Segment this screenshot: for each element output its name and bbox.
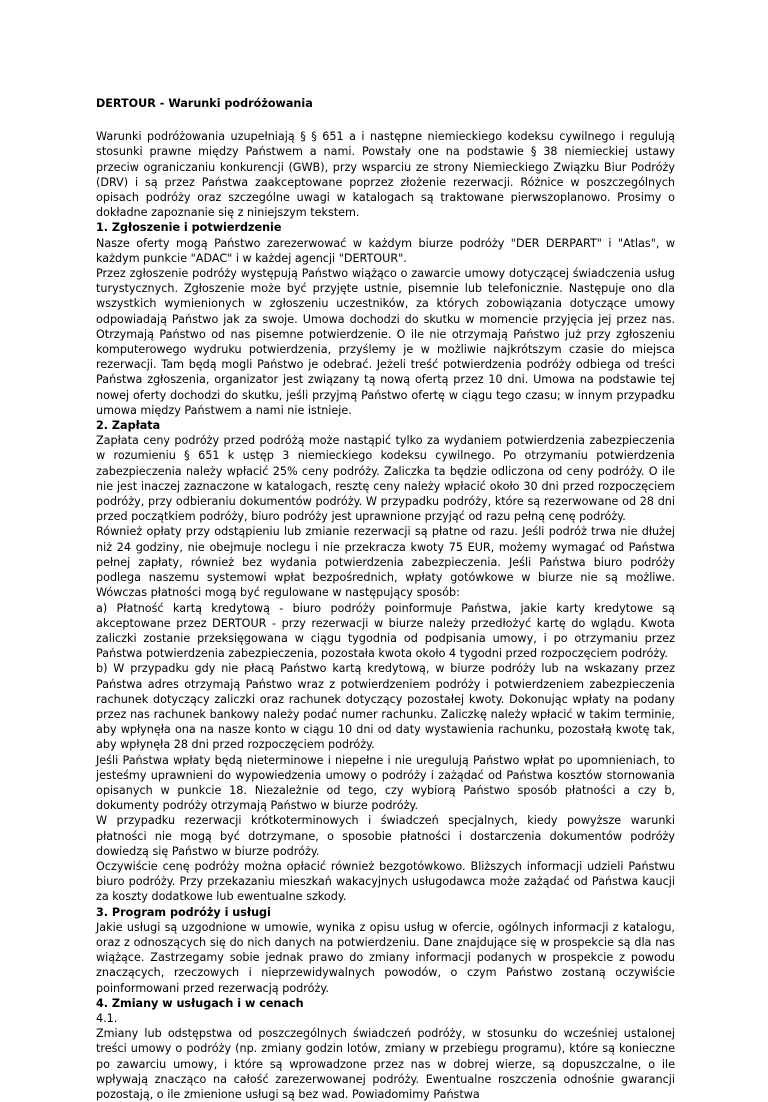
paragraph: Również opłaty przy odstąpieniu lub zmianie rezerwacji są płatne od razu. Jeśli podróż trwa nie dłużej niż 24 godziny, nie obejmuje noclegu i nie przekracza kwoty 75 EUR, możemy wymagać od Państwa pełnej zapłaty, również bez wydania potwierdzenia zabezpieczenia. Jeśli Państwa biuro podróży podlega naszemu systemowi wpłat bezpośrednich, wpłaty gotówkowe w biurze nie są możliwe. Wówczas płatności mogą być regulowane w następujący sposób: bbox=[96, 525, 675, 600]
paragraph: Oczywiście cenę podróży można opłacić również bezgotówkowo. Bliższych informacji udzieli Państwu biuro podróży. Przy przekazaniu mieszkań wakacyjnych usługodawca może zażądać od Państwa kaucji za koszty dodatkowe lub ewentualne szkody. bbox=[96, 859, 675, 904]
intro-paragraph: Warunki podróżowania uzupełniają § § 651 a i następne niemieckiego kodeksu cywilnego i regulują stosunki prawne między Państwem a nami. Powstały one na podstawie § 38 niemieckiej ustawy przeciw ograniczaniu konkurencji (GWB), przy wsparciu ze strony Niemieckiego Związku Biur Podróży (DRV) i są przez Państwa zaakceptowane poprzez złożenie rezerwacji. Różnice w poszczególnych opisach podróży oraz szczególne uwagi w katalogach są traktowane pierwszoplanowo. Prosimy o dokładne zapoznanie się z niniejszym tekstem. bbox=[96, 130, 675, 220]
paragraph: Zapłata ceny podróży przed podróżą może nastąpić tylko za wydaniem potwierdzenia zabezpieczenia w rozumieniu § 651 k ustęp 3 niemieckiego kodeksu cywilnego. Po otrzymaniu potwierdzenia zabezpieczenia należy wpłacić 25% ceny podróży. Zaliczka ta będzie odliczona od ceny podróży. O ile nie jest inaczej zaznaczone w katalogach, resztę ceny należy wpłacić około 30 dni przed rozpoczęciem podróży, przy odbieraniu dokumentów podróży. W przypadku podróży, które są rezerwowane od 28 dni przed początkiem podróży, biuro podróży jest uprawnione przyjąć od razu pełną cenę podróży. bbox=[96, 434, 675, 524]
paragraph: Zmiany lub odstępstwa od poszczególnych świadczeń podróży, w stosunku do wcześniej ustalonej treści umowy o podróży (np. zmiany godzin lotów, zmiany w przebiegu programu), które są konieczne po zawarciu umowy, i które są wprowadzone przez nas w dobrej wierze, są dopuszczalne, o ile wpływają znacząco na całość zarezerwowanej podróży. Ewentualne roszczenia odnośnie gwarancji pozostają, o ile zmienione usługi są bez wad. Powiadomimy Państwa bbox=[96, 1027, 675, 1101]
paragraph: Jakie usługi są uzgodnione w umowie, wynika z opisu usług w ofercie, ogólnych informacji z katalogu, oraz z odnoszących się do nich danych na potwierdzeniu. Dane znajdujące się w prospekcie są dla nas wiążące. Zastrzegamy sobie jednak prawo do zmiany informacji podanych w prospekcie z powodu znaczących, rzeczowych i nieprzewidywalnych powodów, o czym Państwo zostaną oczywiście poinformowani przed rezerwacją podróży. bbox=[96, 920, 675, 995]
paragraph: W przypadku rezerwacji krótkoterminowych i świadczeń specjalnych, kiedy powyższe warunki płatności nie mogą być dotrzymane, o sposobie płatności i dostarczenia dokumentów podróży dowiedzą się Państwo w biurze podróży. bbox=[96, 814, 675, 858]
document-title: DERTOUR - Warunki podróżowania bbox=[96, 97, 313, 110]
section-heading: 4. Zmiany w usługach i w cenach bbox=[96, 996, 304, 1010]
section-heading: 3. Program podróży i usługi bbox=[96, 905, 271, 919]
section-heading: 2. Zapłata bbox=[96, 419, 161, 433]
paragraph: 4.1. bbox=[96, 1011, 118, 1025]
paragraph: Jeśli Państwa wpłaty będą nieterminowe i niepełne i nie uregulują Państwo wpłat po upomnieniach, to jesteśmy uprawnieni do wypowiedzenia umowy o podróży i zażądać od Państwa kosztów stornowania opisanych w punkcie 18. Niezależnie od tego, czy wybiorą Państwo sposób płatności a czy b, dokumenty podróży otrzymają Państwo w biurze podróży. bbox=[96, 753, 675, 813]
paragraph: a) Płatność kartą kredytową - biuro podróży poinformuje Państwa, jakie karty kredytowe są akceptowane przez DERTOUR - przy rezerwacji w biurze należy przedłożyć kartę do wglądu. Kwota zaliczki zostanie przeksięgowana w ciągu tygodnia od podpisania umowy, i po otrzymaniu przez Państwa potwierdzenia zabezpieczenia, pozostała kwota około 4 tygodni przed rozpoczęciem podróży. bbox=[96, 601, 675, 661]
paragraph: b) W przypadku gdy nie płacą Państwo kartą kredytową, w biurze podróży lub na wskazany przez Państwa adres otrzymają Państwo wraz z potwierdzeniem podróży i potwierdzeniem zabezpieczenia rachunek dotyczący zaliczki oraz rachunek dotyczący pozostałej kwoty. Dokonując wpłaty na podany przez nas rachunek bankowy należy podać numer rachunku. Zaliczkę należy wpłacić w takim terminie, aby wpłynęła ona na nasze konto w ciągu 10 dni od daty wystawienia rachunku, pozostałą kwotę tak, aby wpłynęła 28 dni przed rozpoczęciem podróży. bbox=[96, 662, 675, 752]
section-heading: 1. Zgłoszenie i potwierdzenie bbox=[96, 221, 282, 235]
document-page bbox=[96, 96, 675, 1102]
paragraph: Przez zgłoszenie podróży występują Państwo wiążąco o zawarcie umowy dotyczącej świadczenia usług turystycznych. Zgłoszenie może być przyjęte ustnie, pisemnie lub telefonicznie. Następuje ono dla wszystkich wymienionych w zgłoszeniu uczestników, za których zobowiązania dotyczące umowy odpowiadają Państwo jak za swoje. Umowa dochodzi do skutku w momencie przyjęcia jej przez nas. Otrzymają Państwo od nas pisemne potwierdzenie. O ile nie otrzymają Państwo już przy zgłoszeniu komputerowego wydruku potwierdzenia, przyślemy je w możliwie najkrótszym czasie do miejsca rezerwacji. Tam będą mogli Państwo je odebrać. Jeżeli treść potwierdzenia podróży odbiega od treści Państwa zgłoszenia, organizator jest związany tą nową ofertą przez 10 dni. Umowa na podstawie tej nowej oferty dochodzi do skutku, jeśli przyjmą Państwo ofertę w ciągu tego czasu; w innym przypadku umowa między Państwem a nami nie istnieje. bbox=[96, 267, 675, 417]
paragraph: Nasze oferty mogą Państwo zarezerwować w każdym biurze podróży "DER DERPART" i "Atlas", w każdym punkcie "ADAC" i w każdej agencji "DERTOUR". bbox=[96, 236, 675, 265]
